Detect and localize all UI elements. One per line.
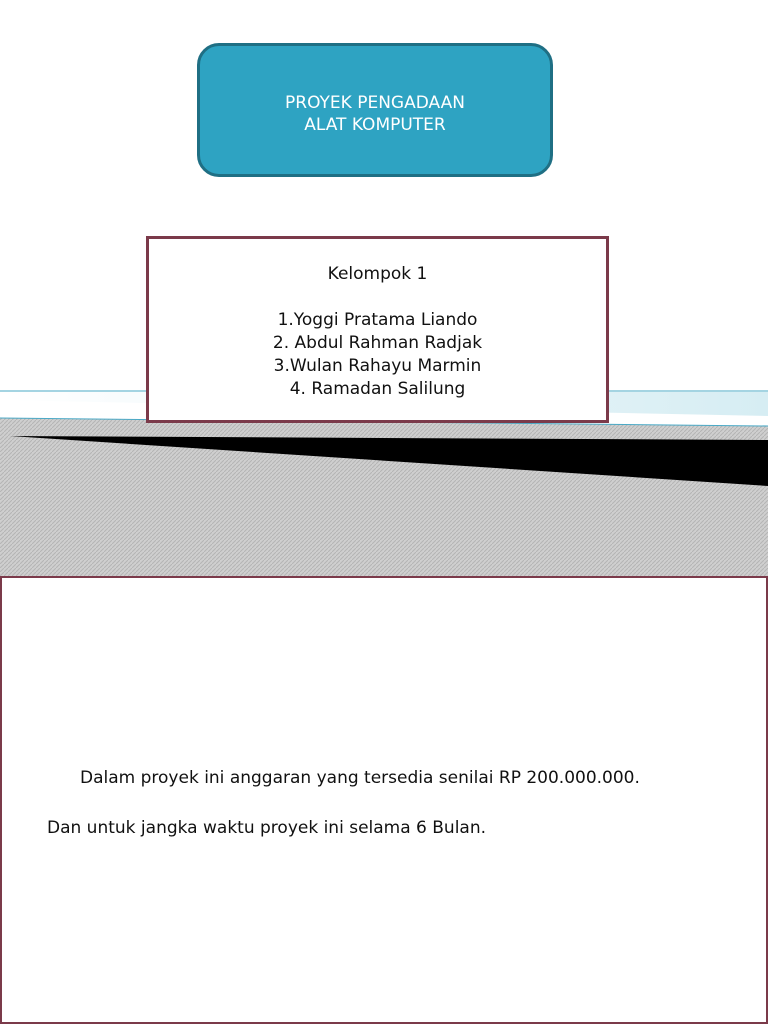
member-item: 3.Wulan Rahayu Marmin [273,356,482,376]
content-box [0,576,768,1024]
budget-text: Dalam proyek ini anggaran yang tersedia senilai RP 200.000.000. [80,768,640,788]
member-item: 2. Abdul Rahman Radjak [272,333,483,353]
member-item: 1.Yoggi Pratama Liando [277,310,478,330]
group-members-box [146,236,609,423]
title-box [197,43,553,177]
member-item: 4. Ramadan Salilung [289,379,466,399]
title-line-2: ALAT KOMPUTER [304,115,446,135]
duration-text: Dan untuk jangka waktu proyek ini selama 6 Bulan. [47,818,487,838]
group-heading: Kelompok 1 [327,264,428,284]
title-line-1: PROYEK PENGADAAN [285,93,465,113]
